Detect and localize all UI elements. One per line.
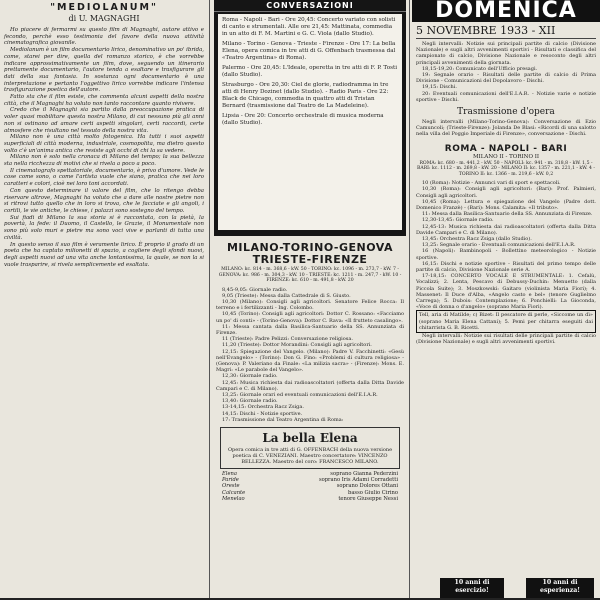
paragraph: Credo che il Magnaghi sia partito dalla preoccupazione pratica di voler quasi mobilitare questa nostra Milano, di cui nessuno più gli anni non si ostinano ad amare certi aspetti singolari, certi raccordi, certe atmosfere che risultano nel tessuto della nostra vita. <box>4 107 204 134</box>
schedule-item: 11: Messa dalla Basilica-Santuario della SS. Annunziata di Firenze. <box>422 211 593 218</box>
boxed-program-item: Tell, aria di Matilde; c) Bizet: Il pescatore di perle, «Siccome un dì» (soprano Maria Elena Cattani); 5. Pemi per chitarra eseguiti dai chitarrista G. B. Ricetti. <box>416 310 596 333</box>
roma-station-heading: ROMA - NAPOLI - BARI <box>444 143 568 154</box>
opera-note: Negli intervalli (Milano-Torino-Genova): Conversazione di Ezio Camuncoli; (Trieste-Firenze): Jolanda De Blasi: «Ricordi di una salotto nella villa del Poggio Imperiale di Firenze», conversazione - Dischi. <box>416 119 596 138</box>
article-body <box>4 27 204 268</box>
box-paragraph: Milano - Torino - Genova - Trieste - Firenze - Ore 17: La bella Elena, opera comica in tre atti di G. Offenbach trasmessa dal «Teatro Argentina» di Roma). <box>222 41 396 61</box>
schedule-item: 12,30: Giornale radio. <box>222 373 278 380</box>
conversations-box <box>214 0 406 236</box>
cast-role: Menelao <box>222 496 245 503</box>
schedule-item: 13,40: Giornale radio. <box>222 398 278 405</box>
tail-text: Negli intervalli: Notizie sui risultati delle principali partite di calcio (Divisione Nazionale) e sugli altri avvenimenti sportivi. <box>416 333 596 346</box>
masthead: DOMENICA <box>412 0 600 22</box>
intro-text: Negli intervalli: Notizie sui principali partite di calcio (Divisione Nazionale) e sugli altri avvenimenti sportivi - Risultati e classifica del campionato di calcio, Divisione Nazionale e resoconto degli altri principali avvenimenti della giornata. <box>416 41 596 66</box>
paragraph: Mediolanum è un film documentario lirico, denominativo un po' ibrida, come, starei per dire, quella del romanzo storico, è che vorrebbe indicare approssimativamente un film, dove, seguendo un itinerario prettamente documentario, l'autore tenda a esaltare e trasfigurare gli dati della sua fantasia. In sostanza ogni documentario è una interpretazione e pertanto l'oggettivo lirico vorrebbe indicare l'intensa trasfigurazione poetica dell'autore. <box>4 47 204 94</box>
paragraph: Fatto sta che il film esiste, che commenta alcuni aspetti della nostra città, che il Magnaghi ha voluto non tanto raccontare quanto rivivere. <box>4 94 204 107</box>
schedule-item: 13,25: Segnale orario - Eventuali comunicazioni dell'E.I.A.R. <box>422 242 576 249</box>
schedule-item: 12,45-13: Musica richiesta dai radioascoltatori (offerta dalla Ditta Davide Campari e C. di Milano). <box>416 223 596 236</box>
opera-section-title: Trasmissione d'opera <box>457 107 555 118</box>
paragraph: Milano non è una città molto fotogenica. Ha tutti i suoi aspetti superficiali di città moderna, industriale, cosmopolita, ma dietro questo volto c'è un'anima antica che resiste agli occhi di chi la sa vedere. <box>4 134 204 154</box>
date-text: 5 NOVEMBRE 1933 - XII <box>416 24 556 37</box>
box-paragraph: Strasburgo - Ore 20,30: Ciel de glorie, radiodramma in tre atti di Henry Dozinet (dallo Studio). - Radio Paris - Ore 22: Black de Chicago, commedia in quattro atti di Tristan Bernard (trasmissione dal Teatro de La Madeleine). <box>222 82 389 109</box>
schedule-item: 20: Eventuali comunicazioni dell'E.I.A.R. - Notizie varie e notizie sportive - Dischi. <box>416 90 596 103</box>
schedule-item: 10 (Roma): Notizie - Annunci vari di sport e spettacoli. <box>422 180 561 187</box>
intro-block <box>416 41 596 103</box>
cast-singer: basso Giulio Cirino <box>348 489 398 496</box>
dateline <box>416 24 596 39</box>
paragraph: Il cinematografo spettatoriale, documentario, è privo d'umore. Vede le cose come sono, o come l'artista vuole che siano, pratica che nei loro caratteri e colori, cioè nei loro toni accordati. <box>4 167 204 188</box>
advert-box: 10 anni di esercizio! <box>440 578 504 600</box>
paragraph: In questo senso il suo film è veramente lirico. È proprio il grado di un poeta che ha captato milionetti di spazio, a cogliere degli sfondi nuovi, degli aspetti nuovi ad una vita anche lontanissima, la quale, se non la si vuole trasparire, si rivela semplicemente ed esaltata. <box>4 241 204 268</box>
schedule-item: 12,15: Spiegazione del Vangelo. (Milano): Padre V. Facchinetti: «Gesù nell'Evangelo» - (Torino): Don G. Fino: «Problemi di cultura religiosa» - (Genova): P. Valeriano da Finale: «La milizia sacra» - (Firenze): Mons. E. Magri: «Le parabole del Vangelo». <box>216 348 404 374</box>
box-paragraph: Roma - Napoli - Bari - Ore 20,45: Concerto variato con solisti di canto e strumentali. Alle ore 21,45: Mattinata, commedia in un atto di F. M. Martini e G. C. Viola (dallo Studio). <box>222 17 396 37</box>
station-heading: MILANO-TORINO-GENOVA TRIESTE-FIRENZE <box>226 241 394 266</box>
article-column <box>0 0 208 600</box>
schedule-item: 10,30 (Roma): Consigli agli agricoltori: (Bari): Prof. Palmieri, Consigli agli agricoltori. <box>416 186 596 199</box>
opera-title: La bella Elena <box>262 430 358 445</box>
paragraph: Con questo determinare il valore del film, che lo ritengo debba riservare altrove, Magnaghi ha voluto che a dare alle nostre pietre non si ritrovi tutto quello che in loro si trova, che le facciate e gli angoli, i cortili, le vie antiche, le chiese, i palazzi sono sostegno del tempo. <box>4 187 204 214</box>
schedule-item: 12,30-13,45: Giornale radio. <box>422 217 494 224</box>
schedule-item: 18,15-19,20: Comunicato dell'Ufficio presagi. <box>422 65 538 72</box>
schedule-item: 17-18,15: CONCERTO VOCALE E STRUMENTALE: 1. Cefalù, Vocalizzi; 2. Lenta, Pescavo di Debussy-Duchin: Menuetto (dalla Piccola Suite); 3. Moszkowski: Gaitaro (violinista Maria Fiori); 4. Massenet: Il Duce d'Alba, «Angelo casto e bel» (tenore Guglielmo Carrega); 5. Dubois: Contemplazione; 6. Ponchielli: La Gioconda, «Voce di donna o d'angelo» (soprano Maria Fiori). <box>416 273 596 311</box>
cast-singer: soprano Dolores Ottani <box>336 483 398 490</box>
opera-description: Opera comica in tre atti di G. OFFENBACH della nuova versione poetica di C. VENEZIANI. Maestro concertatore: VINCENZO BELLEZZA. Maestro del coro: FRANCESCO MILANO. <box>227 446 393 466</box>
schedule-item: 14,15: Dischi - Notizie sportive. <box>222 410 303 417</box>
tail-block <box>416 333 596 345</box>
article-byline: di U. MAGNAGHI <box>68 14 140 23</box>
paragraph: Ho piacere di fermarmi su questo film di Magnaghi, autore attivo e fecondo, perchè esso testimonia del favore della nuova attività cinematografica giovanile. <box>4 27 204 47</box>
cast-role: Calcante <box>222 489 246 496</box>
cast-singer: soprano Gianna Pederzini <box>330 470 398 477</box>
station-frequencies: MILANO: kc. 814 - m. 368,6 - kW. 50 - TORINO: kc. 1096 - m. 273,7 - kW. 7 - GENOVA: kc. 986 - m. 304,3 - kW. 10 - TRIESTE: kc. 1211 - m. 247,7 - kW. 10 - FIRENZE: kc. 610 - m. 491,8 - kW. 20 <box>218 267 402 283</box>
schedule-item: 13,25: Giornale orari ed eventuali comunicazioni dell'E.I.A.R. <box>222 391 378 398</box>
article-headline: "MEDIOLANUM" <box>50 2 158 13</box>
column-divider <box>209 0 210 600</box>
schedule-item: 16 (Napoli): Bambinopoli - Bollettino meteorologico - Notizie sportive. <box>416 248 596 261</box>
schedule-list <box>216 287 404 423</box>
schedule-item: 10,45 (Roma): Lettura e spiegazione del Vangelo (Padre dott. Domenico Franzè) - (Bari): Mons. Calamita: «Il tributo». <box>416 198 596 211</box>
roma-frequencies: ROMA: kc. 680 - m. 441,2 - kW. 50 - NAPOLI: kc. 941 - m. 318,8 - kW. 1,5 - BARI: kc. 1112 - m. 269,8 - kW. 20 - MILANO II: kc. 1357 - m. 221,1 - kW. 4 - TORINO II: kc. 1366 - m. 219,6 - kW. 0,2 <box>417 160 595 177</box>
schedule-item: 10,30 (Milano): Consigli agli agricoltori. Senatore Felice Rocca: Il terreno e i fertilizzanti - Ing. Colombo. <box>216 298 404 312</box>
schedule-item: 13,45: Orchestra Racz Zsiga (dallo Studio). <box>422 235 532 242</box>
cast-row <box>222 496 398 502</box>
opera-box <box>220 427 400 469</box>
advert-box: 10 anni di esperienza! <box>526 578 594 600</box>
schedule-item: 19,15: Dischi. <box>422 84 457 91</box>
schedule-item: 11: Messa cantata dalla Basilica-Santuario della SS. Annunziata di Firenze. <box>216 323 404 336</box>
box-title: CONVERSAZIONI <box>214 0 406 12</box>
schedule-item: 9,05 (Trieste): Messa dalla Cattedrale di S. Giusto. <box>222 292 351 299</box>
schedule-item: 8,45-9,05: Giornale radio. <box>222 286 288 293</box>
schedule-item: 17: Trasmissione dal Teatro Argentina di Roma: <box>222 416 344 423</box>
box-paragraph: Lipsia - Ore 20: Concerto orchestrale di musica moderna (dallo Studio). <box>222 113 384 126</box>
box-paragraph: Palermo - Ore 20,45: L'Ideale, operetta in tre atti di F. P. Tosti (dallo Studio). <box>222 65 398 78</box>
schedule-item: 13-14,15: Orchestra Racz Zsiga. <box>222 404 304 411</box>
schedule-item: 11,20 (Trieste): Dottor Morandini: Consigli agli agricoltori. <box>222 342 372 349</box>
schedule-column <box>412 0 600 600</box>
paragraph: Sui fiadi di Milano la sua storia si è raccontata, con la pietà, la povertà, la fede: il Duomo, il Castello, le Grazie, il Monumentale non sono più solo muri e pietre ma sono voci vive e parlanti di tutta una civiltà. <box>4 214 204 241</box>
cast-role: Oreste <box>222 483 240 490</box>
cast-role: Elena <box>222 470 237 477</box>
cast-role: Paride <box>222 476 239 483</box>
schedule-item: 10,45 (Torino): Consigli agli agricoltori: Dottor C. Rossano: «Facciamo un po' di conti» - (Torino-Genova): Dottor C. Rava: «Il frutteto casalingo». <box>216 311 404 324</box>
schedule-item: 16,15: Dischi e notizie sportive - Risultati del primo tempo delle partite di calcio, Divisione Nazionale serie A. <box>416 260 596 273</box>
roma-station-sub: MILANO II - TORINO II <box>472 153 540 160</box>
program-column <box>212 0 408 600</box>
cast-singer: soprano Iris Adami Corradetti <box>318 476 398 483</box>
opera-note-block <box>416 119 596 138</box>
box-content <box>218 14 402 230</box>
cast-list <box>222 471 398 503</box>
schedule-item: 11 (Trieste): Padre Pelizzi: Conversazione religiosa. <box>222 336 353 343</box>
schedule-item: 19: Segnale orario - Risultati delle partite di calcio di Prima Divisione - Comunicazioni del Dopolavoro - Dischi. <box>416 72 596 85</box>
paragraph: Milano non è solo nella cronaca di Milano del tempo; la sua bellezza sta nella ricchezza di motivi che si rivela a poco a poco. <box>4 154 204 168</box>
cast-singer: tenore Giuseppe Nessi <box>338 496 398 503</box>
schedule-item: 12,45: Musica richiesta dai radioascoltatori (offerta dalla Ditta Davide Campari e C. di Milano). <box>216 379 404 392</box>
roma-schedule <box>416 180 596 310</box>
column-divider <box>409 0 410 600</box>
